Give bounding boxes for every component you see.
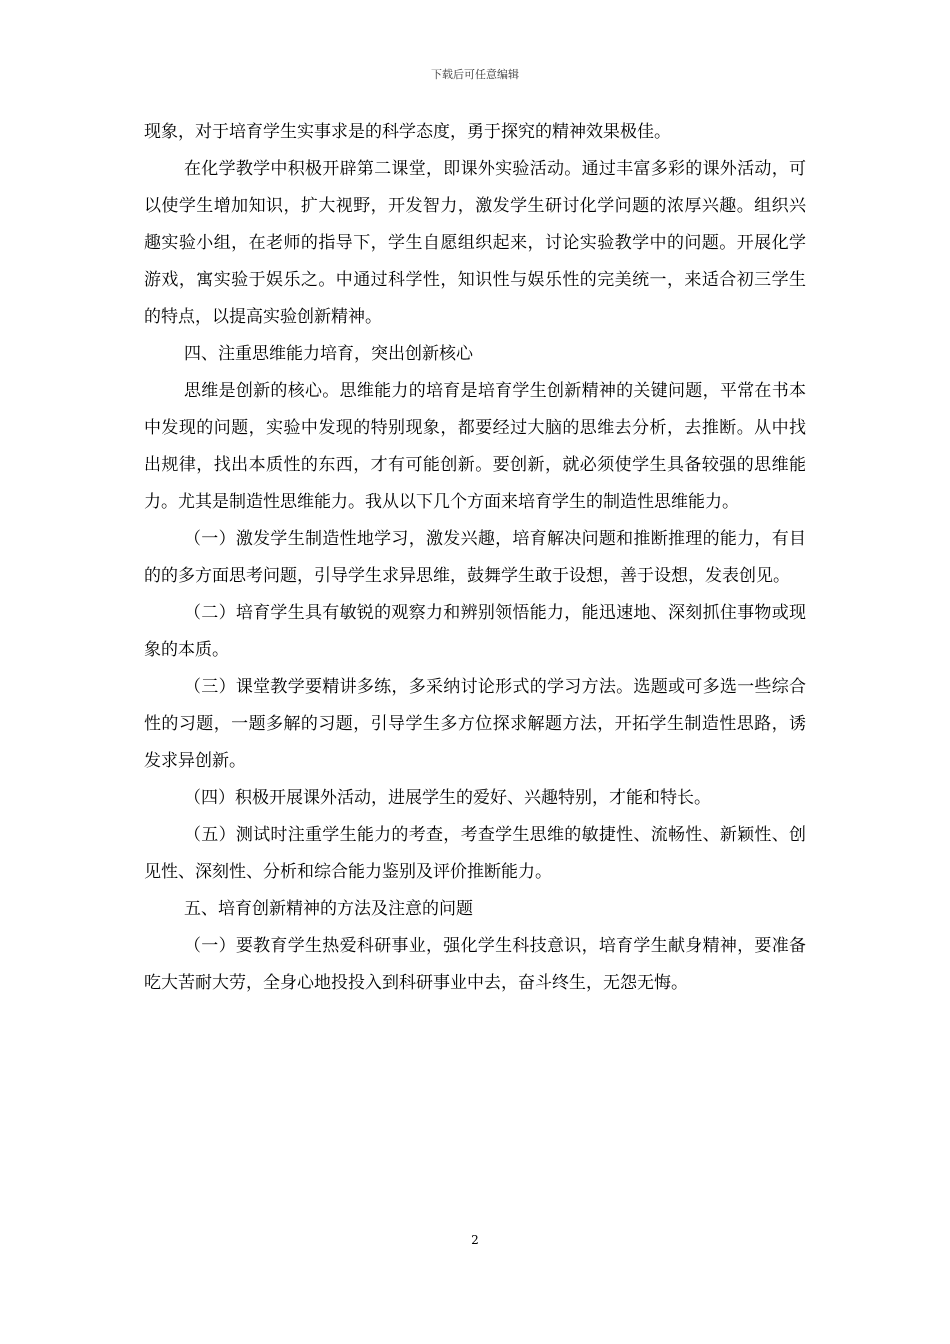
page-header: 下载后可任意编辑: [431, 68, 519, 81]
list-item-2: （二）培育学生具有敏锐的观察力和辨别领悟能力，能迅速地、深刻抓住事物或现象的本质。: [144, 603, 806, 660]
section-heading-5: 五、培育创新精神的方法及注意的问题: [184, 899, 473, 919]
section-heading-4: 四、注重思维能力培育，突出创新核心: [184, 344, 473, 364]
list-item-3: （三）课堂教学要精讲多练，多采纳讨论形式的学习方法。选题或可多选一些综合性的习题，一题多解的习题，引导学生多方位探求解题方法，开拓学生制造性思路，诱发求异创新。: [144, 677, 806, 771]
page-number: 2: [471, 1233, 479, 1247]
paragraph-thinking-core: 思维是创新的核心。思维能力的培育是培育学生创新精神的关键问题，平常在书本中发现的问题，实验中发现的特别现象，都要经过大脑的思维去分析，去推断。从中找出规律，找出本质性的东西，才有可能创新。要创新，就必须使学生具备较强的思维能力。尤其是制造性思维能力。我从以下几个方面来培育学生的制造性思维能力。: [144, 381, 806, 512]
list-item-1: （一）激发学生制造性地学习，激发兴趣，培育解决问题和推断推理的能力，有目的的多方面思考问题，引导学生求异思维，鼓舞学生敢于设想，善于设想，发表创见。: [144, 529, 806, 586]
paragraph-continuation: 现象，对于培育学生实事求是的科学态度，勇于探究的精神效果极佳。: [144, 122, 671, 142]
list-item-4: （四）积极开展课外活动，进展学生的爱好、兴趣特别，才能和特长。: [184, 788, 711, 808]
document-body: [144, 114, 806, 1002]
paragraph-second-classroom: 在化学教学中积极开辟第二课堂，即课外实验活动。通过丰富多彩的课外活动，可以使学生增加知识，扩大视野，开发智力，激发学生研讨化学问题的浓厚兴趣。组织兴趣实验小组，在老师的指导下，学生自愿组织起来，讨论实验教学中的问题。开展化学游戏，寓实验于娱乐之。中通过科学性，知识性与娱乐性的完美统一，来适合初三学生的特点，以提高实验创新精神。: [144, 159, 806, 327]
section-5-item-1: （一）要教育学生热爱科研事业，强化学生科技意识，培育学生献身精神，要准备吃大苦耐大劳，全身心地投投入到科研事业中去，奋斗终生，无怨无悔。: [144, 936, 806, 993]
list-item-5: （五）测试时注重学生能力的考查，考查学生思维的敏捷性、流畅性、新颖性、创见性、深刻性、分析和综合能力鉴别及评价推断能力。: [144, 825, 806, 882]
